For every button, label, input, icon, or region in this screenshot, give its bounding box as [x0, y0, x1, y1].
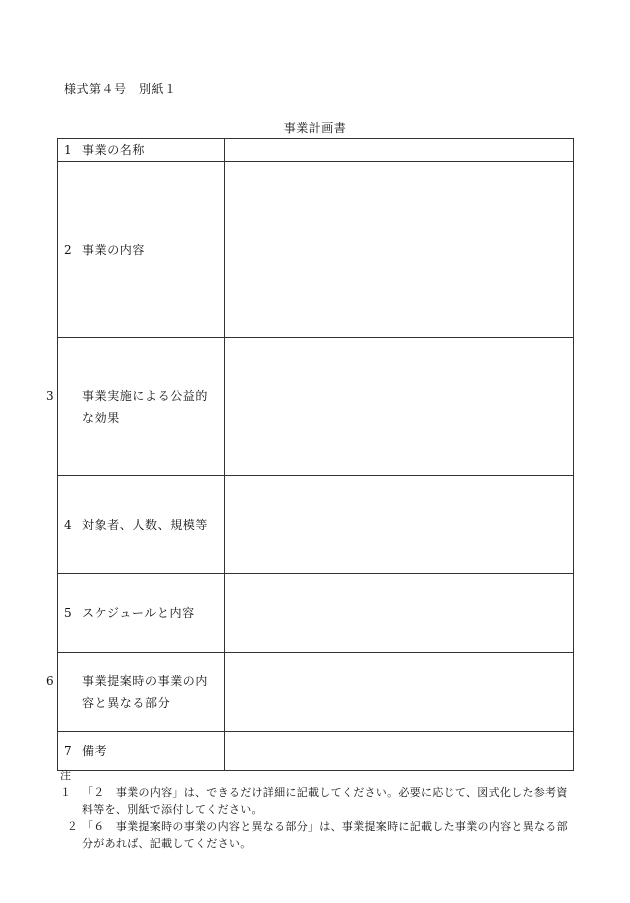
table-row [58, 653, 574, 732]
table-row [58, 338, 574, 476]
row-number: 4 [64, 517, 73, 532]
table-row [58, 139, 574, 162]
document-title: 事業計画書 [283, 121, 347, 135]
remarks-field[interactable] [225, 732, 574, 771]
note-text: 「６ 事業提案時の事業の内容と異なる部分」は、事業提案時に記載した事業の内容と異なる部分があれば、記載してください。 [82, 820, 568, 850]
row-label-text: スケジュールと内容 [82, 606, 195, 620]
public-effect-field[interactable] [225, 338, 574, 476]
row-number: 3 [46, 388, 55, 403]
row-label-business-content [58, 162, 225, 338]
row-label-business-name [58, 139, 225, 162]
row-label-text: 事業実施による公益的な効果 [82, 388, 209, 425]
row-number: 5 [64, 606, 73, 620]
row-label-public-effect [46, 338, 225, 476]
table-row [58, 732, 574, 771]
notes [60, 767, 575, 852]
table-row [58, 476, 574, 574]
row-label-text: 対象者、人数、規模等 [82, 517, 209, 532]
row-number: 2 [64, 242, 73, 257]
row-label-text: 事業の名称 [82, 143, 146, 157]
note-1 [60, 767, 575, 818]
business-name-field[interactable] [225, 139, 574, 162]
note-prefix: 注１ [60, 769, 72, 799]
table-row [58, 574, 574, 653]
row-label-differences [46, 653, 225, 732]
business-content-field[interactable] [225, 162, 574, 338]
row-label-target-scale [58, 476, 225, 574]
differences-field[interactable] [225, 653, 574, 732]
row-label-remarks [58, 732, 225, 771]
note-prefix: ２ [66, 820, 78, 833]
row-label-text: 事業提案時の事業の内容と異なる部分 [82, 674, 209, 710]
schedule-field[interactable] [225, 574, 574, 653]
row-number: 6 [46, 674, 55, 688]
business-plan-table [46, 138, 574, 771]
note-2 [60, 818, 575, 852]
row-number: 7 [64, 744, 73, 758]
target-scale-field[interactable] [225, 476, 574, 574]
note-text: 「２ 事業の内容」は、できるだけ詳細に記載してください。必要に応じて、図式化した参考資料等を、別紙で添付してください。 [82, 786, 568, 816]
form-number: 様式第４号 別紙１ [64, 82, 177, 96]
row-label-text: 備考 [82, 744, 108, 758]
row-label-text: 事業の内容 [82, 242, 146, 257]
row-label-schedule [58, 574, 225, 653]
row-number: 1 [64, 143, 73, 157]
table-row [58, 162, 574, 338]
